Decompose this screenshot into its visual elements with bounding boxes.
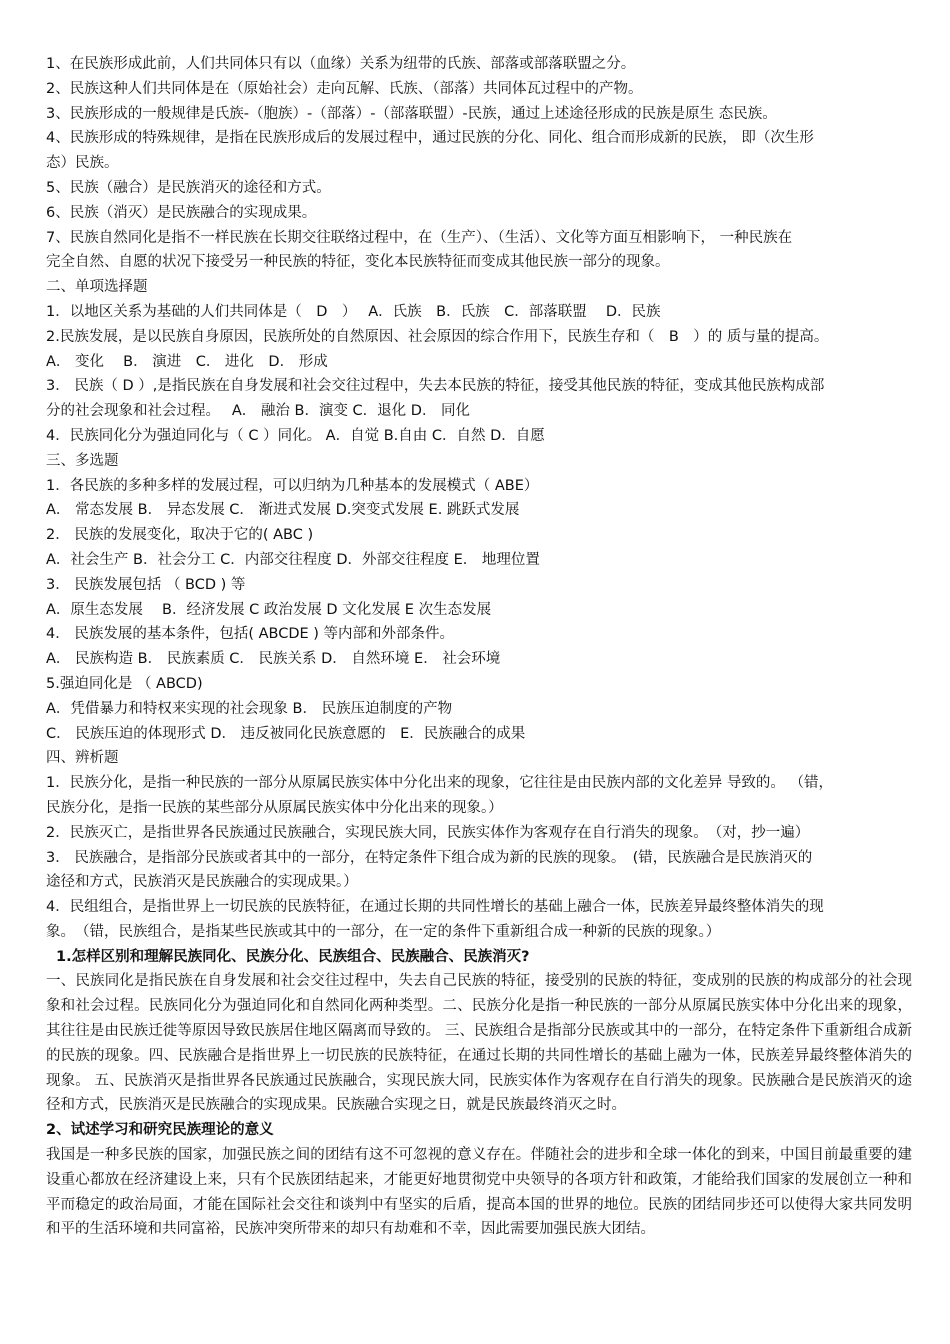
options-line: A． 常态发展 B． 异态发展 C． 渐进式发展 D.突变式发展 E. 跳跃式发展 [46, 502, 520, 519]
question-line: 2． 民族的发展变化，取决于它的( ABC ) [46, 527, 314, 544]
section-heading-single-choice: 二、单项选择题 [46, 279, 148, 296]
text-line: 态）民族。 [46, 155, 119, 172]
text-line: 完全自然、自愿的状况下接受另一种民族的特征，变化本民族特征而变成其他民族一部分的现象。 [46, 254, 670, 271]
question-line: 2．民族灭亡，是指世界各民族通过民族融合，实现民族大同，民族实体作为客观存在自行消失的现象。 （对，抄一遍） [46, 824, 810, 841]
question-line: 分的社会现象和社会过程。 A． 融治 B．演变 C．退化 D． 同化 [46, 403, 471, 420]
essay-answer-2: 我国是一种多民族的国家，加强民族之间的团结有这不可忽视的意义存在。伴随社会的进步和全球一体化的到来，中国目前最重要的建设重心都放在经济建设上来，只有个民族团结起来，才能更好地贯彻党中央领导的各项方针和政策，才能给我们国家的发展创立一种和平而稳定的政治局面，才能在国际社会交往和谈判中有坚实的后盾，提高本国的世界的地位。民族的团结同步还可以使得大家共同发明和平的生活环境和共同富裕，民族冲突所带来的却只有劫难和不幸，因此需要加强民族大团结。 [46, 1147, 912, 1238]
options-line: A．原生态发展 B．经济发展 C 政治发展 D 文化发展 E 次生态发展 [46, 601, 492, 618]
question-line: 5.强迫同化是 （ ABCD) [46, 675, 203, 692]
question-line: 1．以地区关系为基础的人们共同体是（ D ） A．氏族 B．氏族 C．部落联盟 D．民族 [46, 303, 661, 320]
question-line: 途径和方式，民族消灭是民族融合的实现成果。） [46, 874, 358, 891]
text-line: 7、民族自然同化是指不一样民族在长期交往联络过程中，在（生产）、（生活）、文化等方面互相影响下， 一种民族在 [46, 229, 793, 246]
text-line: 3、民族形成的一般规律是氏族-（胞族）-（部落）-（部落联盟）-民族，通过上述途径形成的民族是原生 态民族。 [46, 105, 777, 122]
question-line: 4． 民族发展的基本条件，包括( ABCDE ) 等内部和外部条件。 [46, 626, 455, 643]
question-line: 民族分化，是指一民族的某些部分从原属民族实体中分化出来的现象。） [46, 799, 503, 816]
essay-answer-1: 一、民族同化是指民族在自身发展和社会交往过程中，失去自己民族的特征，接受别的民族的特征，变成别的民族的构成部分的社会现象和社会过程。民族同化分为强迫同化和自然同化两种类型。二、民族分化是指一种民族的一部分从原属民族实体中分化出来的现象，其往往是由民族迁徙等原因导致民族居住地区隔离而导致的。 三、民族组合是指部分民族或其中的一部分，在特定条件下重新组合成新的民族的现象。四、民族融合是指世界上一切民族的民族特征，在通过长期的共同性增长的基础上融为一体，民族差异最终整体消失的现象。 五、民族消灭是指世界各民族通过民族融合，实现民族大同，民族实体作为客观存在自行消失的现象。民族融合是民族消灭的途径和方式，民族消灭是民族融合的实现成果。民族融合实现之日，就是民族最终消灭之时。 [46, 973, 912, 1114]
question-line: 3． 民族发展包括 （ BCD ) 等 [46, 576, 246, 593]
text-line: 5、民族（融合）是民族消灭的途径和方式。 [46, 179, 331, 196]
options-line: A． 变化 B． 演进 C． 进化 D． 形成 [46, 353, 328, 370]
text-line: 1、在民族形成此前，人们共同体只有以（血缘）关系为纽带的氏族、部落或部落联盟之分。 [46, 56, 636, 72]
section-heading-analysis: 四、辨析题 [46, 750, 119, 767]
document-page [46, 52, 912, 1242]
options-line: A．社会生产 B．社会分工 C．内部交往程度 D．外部交往程度 E． 地理位置 [46, 551, 540, 568]
text-line: 4、民族形成的特殊规律，是指在民族形成后的发展过程中，通过民族的分化、同化、组合而形成新的民族， 即（次生形 [46, 130, 814, 147]
options-line: A．凭借暴力和特权来实现的社会现象 B． 民族压迫制度的产物 [46, 700, 453, 717]
essay-question-1-heading: 1.怎样区别和理解民族同化、民族分化、民族组合、民族融合、民族消灭? [56, 948, 530, 965]
question-line: 1．各民族的多种多样的发展过程，可以归纳为几种基本的发展模式（ ABE） [46, 477, 539, 494]
question-line: 3． 民族融合，是指部分民族或者其中的一部分，在特定条件下组合成为新的民族的现象。 (错，民族融合是民族消灭的 [46, 849, 813, 866]
essay-question-2-heading: 2、试述学习和研究民族理论的意义 [46, 1122, 274, 1139]
question-line: 2.民族发展，是以民族自身原因，民族所处的自然原因、社会原因的综合作用下，民族生存和（ B ）的 质与量的提高。 [46, 328, 829, 345]
question-line: 4．民组组合，是指世界上一切民族的民族特征，在通过长期的共同性增长的基础上融合一体，民族差异最终整体消失的现 [46, 899, 824, 916]
question-line: 3． 民族（ D ）,是指民族在自身发展和社会交往过程中，失去本民族的特征，接受其他民族的特征，变成其他民族构成部 [46, 378, 825, 395]
question-line: 象。 （错，民族组合，是指某些民族或其中的一部分，在一定的条件下重新组合成一种新的民族的现象。） [46, 923, 721, 940]
options-line: C． 民族压迫的体现形式 D． 违反被同化民族意愿的 E．民族融合的成果 [46, 725, 526, 742]
question-line: 4．民族同化分为强迫同化与（ C ）同化。 A．自觉 B.自由 C．自然 D．自愿 [46, 427, 545, 444]
text-line: 2、民族这种人们共同体是在（原始社会）走向瓦解、氏族、（部落）共同体瓦过程中的产物。 [46, 80, 643, 97]
section-heading-multi-choice: 三、多选题 [46, 452, 119, 469]
question-line: 1．民族分化，是指一种民族的一部分从原属民族实体中分化出来的现象，它往往是由民族内部的文化差异 导致的。 （错， [46, 775, 833, 792]
options-line: A． 民族构造 B． 民族素质 C． 民族关系 D． 自然环境 E． 社会环境 [46, 651, 501, 668]
text-line: 6、民族（消灭）是民族融合的实现成果。 [46, 204, 317, 221]
